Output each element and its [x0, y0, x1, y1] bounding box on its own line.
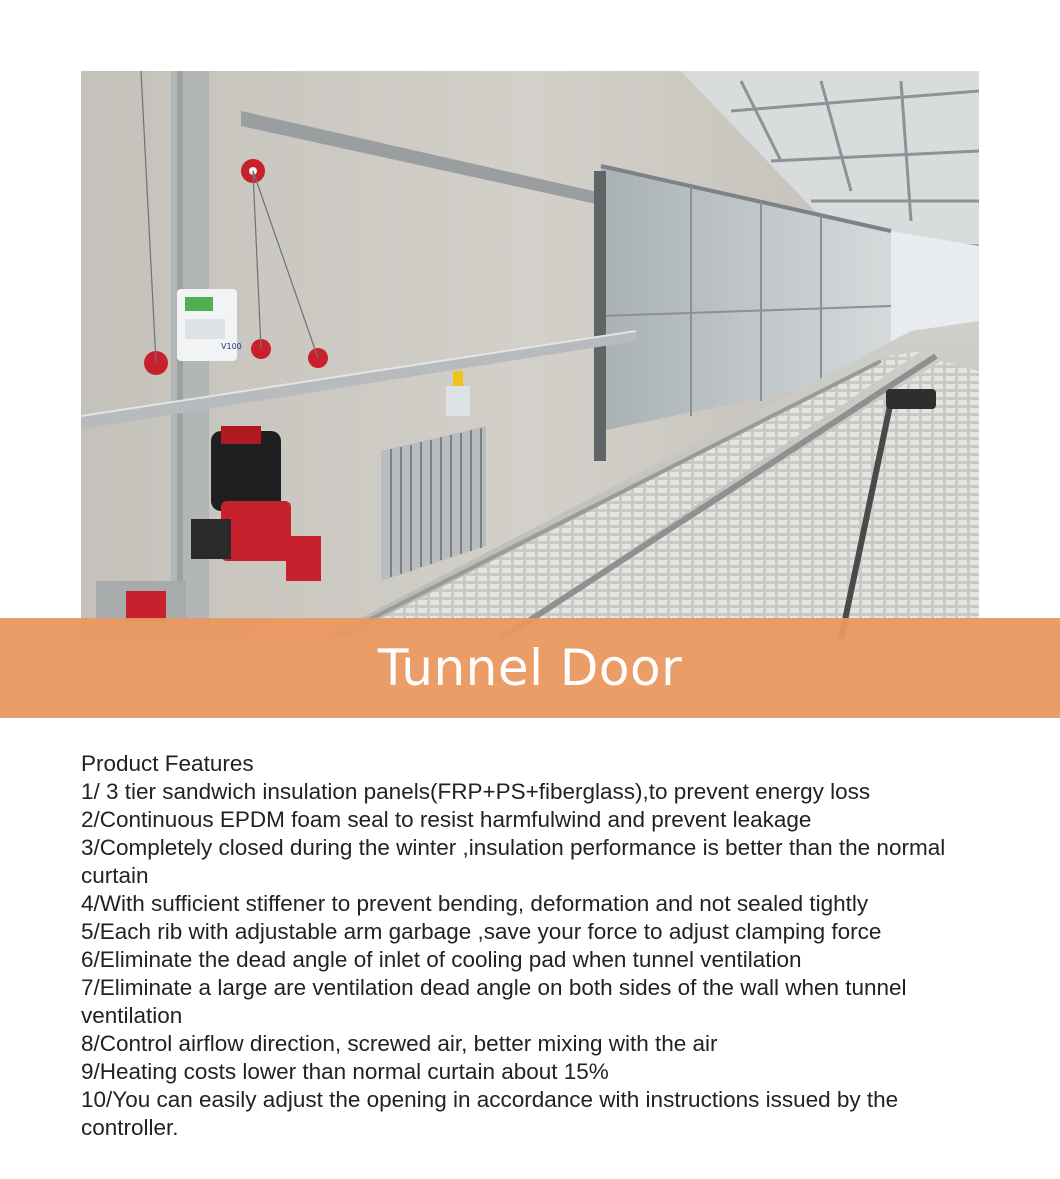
feature-item: 3/Completely closed during the winter ,insulation performance is better than the normal curtain [81, 835, 946, 888]
feature-item: 2/Continuous EPDM foam seal to resist harmfulwind and prevent leakage [81, 807, 812, 832]
product-photo [81, 71, 979, 639]
feature-item: 5/Each rib with adjustable arm garbage ,save your force to adjust clamping force [81, 919, 882, 944]
feature-item: 7/Eliminate a large are ventilation dead angle on both sides of the wall when tunnel ventilation [81, 975, 907, 1028]
feature-item: 9/Heating costs lower than normal curtain about 15% [81, 1059, 609, 1084]
feature-item: 6/Eliminate the dead angle of inlet of cooling pad when tunnel ventilation [81, 947, 802, 972]
feature-item: 10/You can easily adjust the opening in accordance with instructions issued by the controller. [81, 1087, 899, 1140]
product-features [81, 750, 986, 1142]
feature-item: 1/ 3 tier sandwich insulation panels(FRP+PS+fiberglass),to prevent energy loss [81, 779, 871, 804]
feature-item: 4/With sufficient stiffener to prevent bending, deformation and not sealed tightly [81, 891, 869, 916]
controller-label: V100 [221, 342, 242, 351]
feature-item: 8/Control airflow direction, screwed air, better mixing with the air [81, 1031, 718, 1056]
banner-title: Tunnel Door [377, 639, 683, 697]
photo-illustration [81, 71, 979, 639]
title-banner [0, 618, 1060, 718]
features-heading: Product Features [81, 751, 254, 776]
